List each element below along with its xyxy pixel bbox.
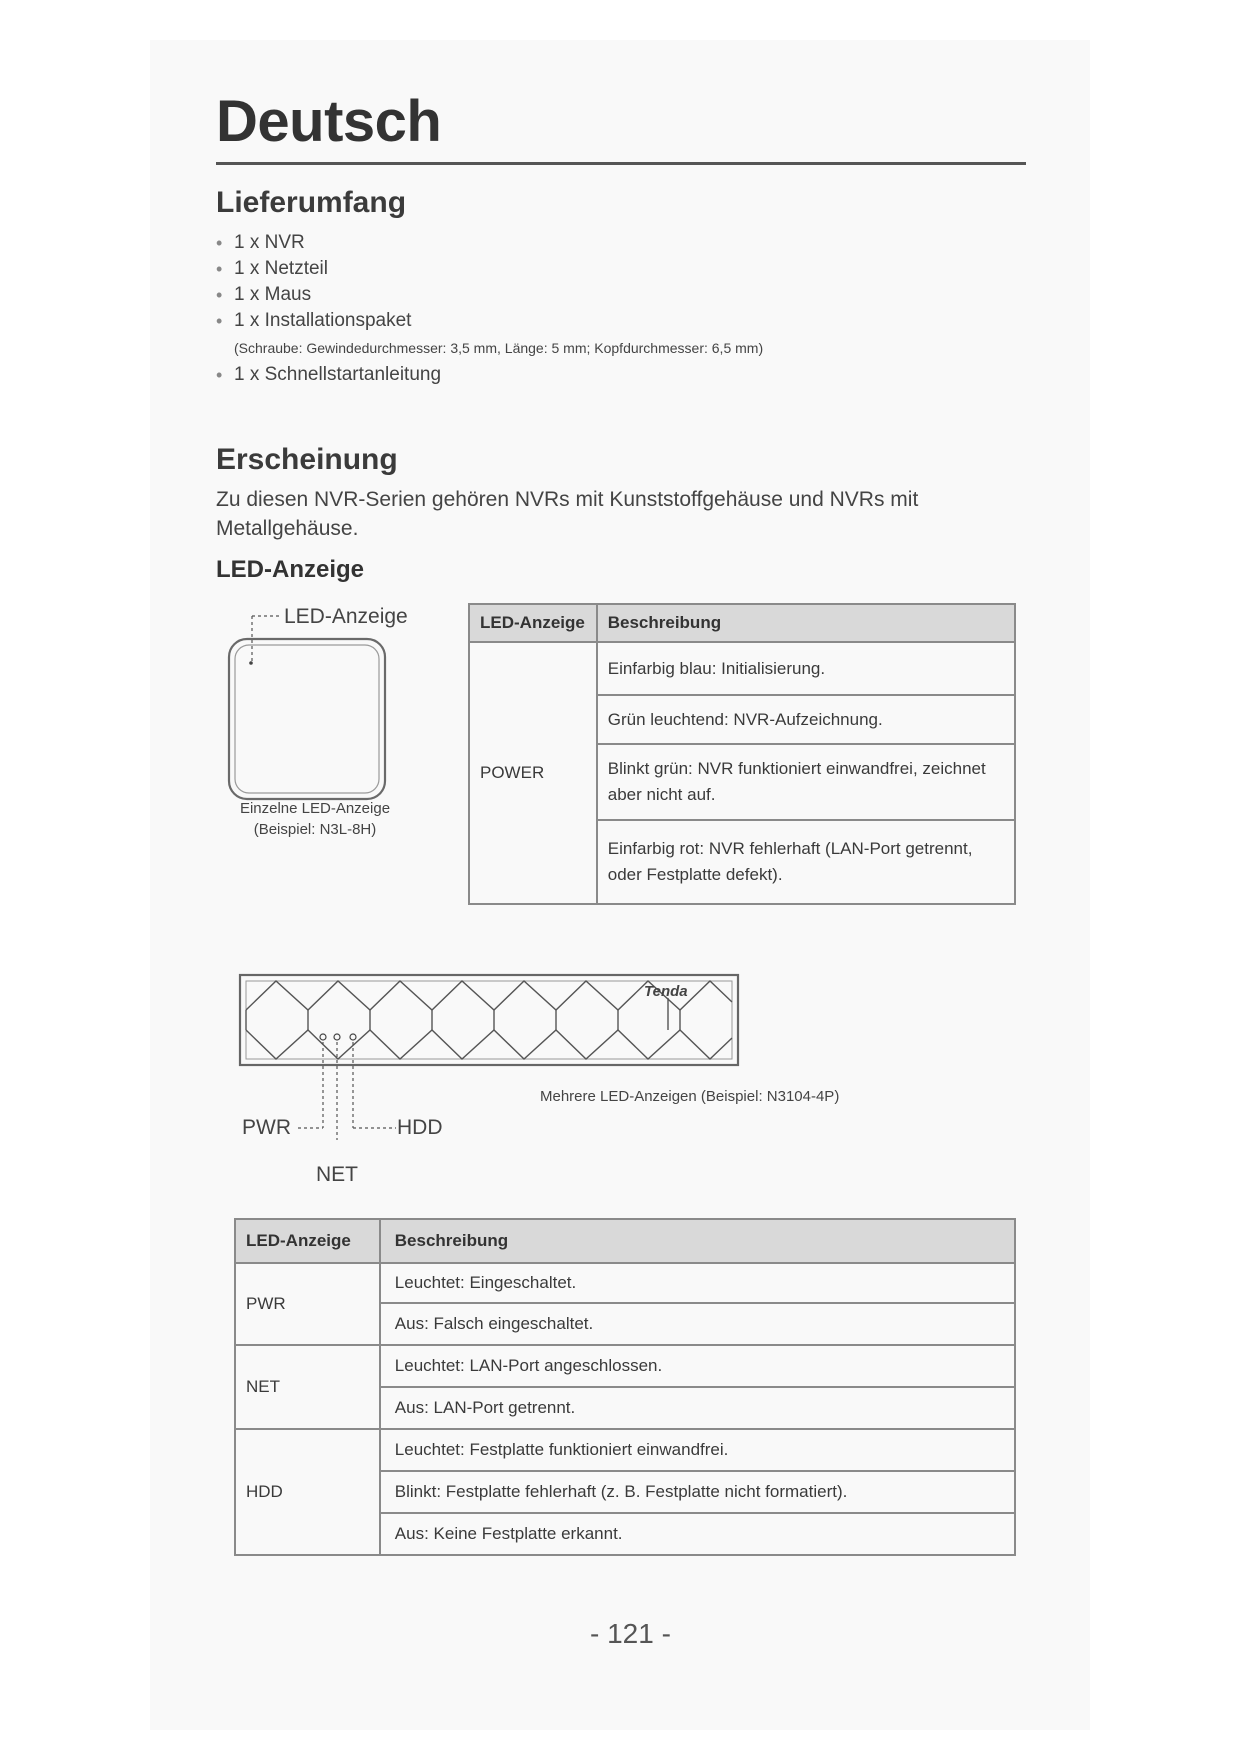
appearance-heading: Erscheinung [216, 443, 398, 476]
table-cell: Aus: Keine Festplatte erkannt. [380, 1513, 1015, 1555]
list-item: • 1 x NVR [216, 230, 1016, 256]
table-cell: Leuchtet: Festplatte funktioniert einwandfrei. [380, 1429, 1015, 1471]
page-title: Deutsch [216, 89, 442, 154]
page-number: - 121 - [590, 1618, 671, 1649]
pwr-label: PWR [242, 1116, 291, 1139]
appearance-intro: Zu diesen NVR-Serien gehören NVRs mit Kunststoffgehäuse und NVRs mit Metallgehäuse. [216, 488, 919, 540]
single-led-device-diagram [220, 605, 420, 805]
list-item: • 1 x Schnellstartanleitung [216, 362, 1016, 388]
list-item: • 1 x Netzteil [216, 256, 1016, 282]
table-cell: Leuchtet: LAN-Port angeschlossen. [380, 1345, 1015, 1387]
table-cell: Einfarbig rot: NVR fehlerhaft (LAN-Port getrennt, oder Festplatte defekt). [597, 820, 1015, 904]
device-inner-outline [235, 645, 379, 793]
table-indicator-cell: POWER [469, 642, 597, 904]
table-cell: Grün leuchtend: NVR-Aufzeichnung. [597, 695, 1015, 744]
table-cell: Aus: Falsch eingeschaltet. [380, 1303, 1015, 1345]
table-cell: Leuchtet: Eingeschaltet. [380, 1263, 1015, 1303]
led-heading: LED-Anzeige [216, 556, 365, 583]
hdd-led [350, 1034, 356, 1040]
led-table-single [468, 603, 1016, 905]
scope-list [216, 230, 1016, 388]
table-cell: Einfarbig blau: Initialisierung. [597, 642, 1015, 695]
led-table-multi [234, 1218, 1016, 1556]
table-indicator-cell: PWR [235, 1263, 380, 1345]
table-header-led: LED-Anzeige [235, 1219, 380, 1263]
table-header-led: LED-Anzeige [469, 604, 597, 642]
single-led-caption: Einzelne LED-Anzeige (Beispiel: N3L-8H) [239, 800, 391, 838]
led-dot [249, 661, 253, 665]
led-callout-label: LED-Anzeige [284, 605, 408, 628]
net-label: NET [316, 1163, 358, 1186]
hdd-label: HDD [397, 1116, 443, 1139]
table-cell: Blinkt grün: NVR funktioniert einwandfrei, zeichnet aber nicht auf. [597, 744, 1015, 820]
list-item: • 1 x Installationspaket [216, 308, 1016, 334]
list-item: • 1 x Maus [216, 282, 1016, 308]
title-divider [216, 162, 1026, 165]
pwr-led [320, 1034, 326, 1040]
table-cell: Aus: LAN-Port getrennt. [380, 1387, 1015, 1429]
multi-led-caption: Mehrere LED-Anzeigen (Beispiel: N3104-4P) [540, 1088, 840, 1105]
tenda-logo: Tenda [644, 983, 688, 1000]
table-indicator-cell: NET [235, 1345, 380, 1429]
install-note: (Schraube: Gewindedurchmesser: 3,5 mm, Länge: 5 mm; Kopfdurchmesser: 6,5 mm) [234, 340, 764, 356]
table-header-description: Beschreibung [597, 604, 1015, 642]
net-led [334, 1034, 340, 1040]
scope-heading: Lieferumfang [216, 186, 407, 219]
table-header-description: Beschreibung [380, 1219, 1015, 1263]
table-cell: Blinkt: Festplatte fehlerhaft (z. B. Festplatte nicht formatiert). [380, 1471, 1015, 1513]
hexagon-pattern-bottom [246, 1030, 732, 1059]
table-indicator-cell: HDD [235, 1429, 380, 1555]
